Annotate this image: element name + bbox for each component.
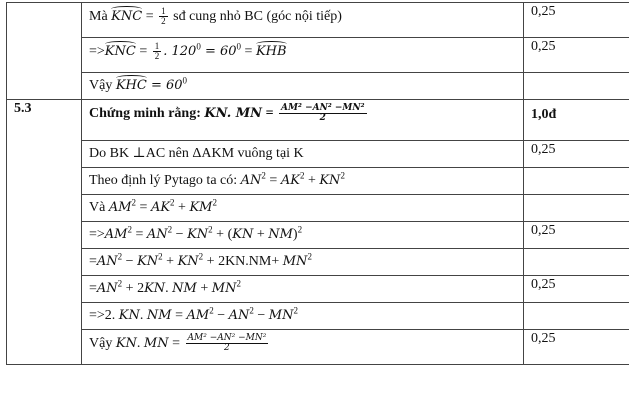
points-cell bbox=[524, 303, 629, 330]
content-cell: Theo định lý Pytago ta có: $AN^2 = AK^2 + KN^2$ bbox=[82, 168, 524, 195]
fraction: $\frac{1}{2}$ bbox=[161, 6, 166, 27]
points-cell: 0,25 bbox=[524, 141, 629, 168]
fraction: $\frac{\text{AM² −AN² −MN²}}{2}$ bbox=[281, 103, 365, 124]
content-cell: Và $AM^2 = AK^2 + KM^2$ bbox=[82, 195, 524, 222]
content-cell: $=AN^2 - KN^2 + KN^2 + 2KN.NM+ MN^2$ bbox=[82, 249, 524, 276]
points-cell bbox=[524, 73, 629, 100]
content-cell: $=>AM^2 = AN^2 - KN^2 + (KN + NM)^2$ bbox=[82, 222, 524, 249]
points-cell bbox=[524, 249, 629, 276]
table-row bbox=[7, 195, 629, 222]
points-cell: 0,25 bbox=[524, 222, 629, 249]
points-cell bbox=[524, 195, 629, 222]
fraction: $\frac{1}{2}$ bbox=[154, 41, 160, 62]
content-cell: Do BK ⊥AC nên ΔAKM vuông tại K bbox=[82, 141, 524, 168]
points-cell: 0,25 bbox=[524, 3, 629, 38]
content-cell: Mà KNC = $\frac{1}{2}$ sđ cung nhỏ BC (góc nội tiếp) bbox=[82, 3, 524, 38]
content-cell: Chứng minh rằng: KN. MN = $\frac{\text{AM² −AN² −MN²}}{2}$ bbox=[82, 100, 524, 141]
table-row bbox=[7, 249, 629, 276]
table-row bbox=[7, 3, 629, 38]
points-cell: 0,25 bbox=[524, 38, 629, 73]
table-row bbox=[7, 168, 629, 195]
table-row bbox=[7, 222, 629, 249]
points-cell: 0,25 bbox=[524, 330, 629, 365]
table-row bbox=[7, 73, 629, 100]
points-cell: 0,25 bbox=[524, 276, 629, 303]
content-cell: Vậy KN. MN = $\frac{\text{AM² −AN² −MN²}}{2}$ bbox=[82, 330, 524, 365]
table-row bbox=[7, 330, 629, 365]
table-row bbox=[7, 38, 629, 73]
table-row bbox=[7, 141, 629, 168]
section-number-cell: 5.3 bbox=[7, 100, 82, 365]
section-number-cell bbox=[7, 3, 82, 100]
table-row bbox=[7, 276, 629, 303]
table-row bbox=[7, 303, 629, 330]
content-cell: Vậy KHC = $60^0$ bbox=[82, 73, 524, 100]
table-row bbox=[7, 100, 629, 141]
grading-table bbox=[6, 2, 629, 365]
points-cell: 1,0đ bbox=[524, 100, 629, 141]
content-cell: =>KNC = $\frac{1}{2}$ . $120^0 = 60^0$ = KHB bbox=[82, 38, 524, 73]
fraction: $\frac{\text{AM² −AN² −MN²}}{2}$ bbox=[187, 333, 267, 354]
points-cell bbox=[524, 168, 629, 195]
content-cell: $=AN^2 + 2KN$. NM + $MN^2$ bbox=[82, 276, 524, 303]
content-cell: =>2. KN. NM = $AM^2 - AN^2 - MN^2$ bbox=[82, 303, 524, 330]
